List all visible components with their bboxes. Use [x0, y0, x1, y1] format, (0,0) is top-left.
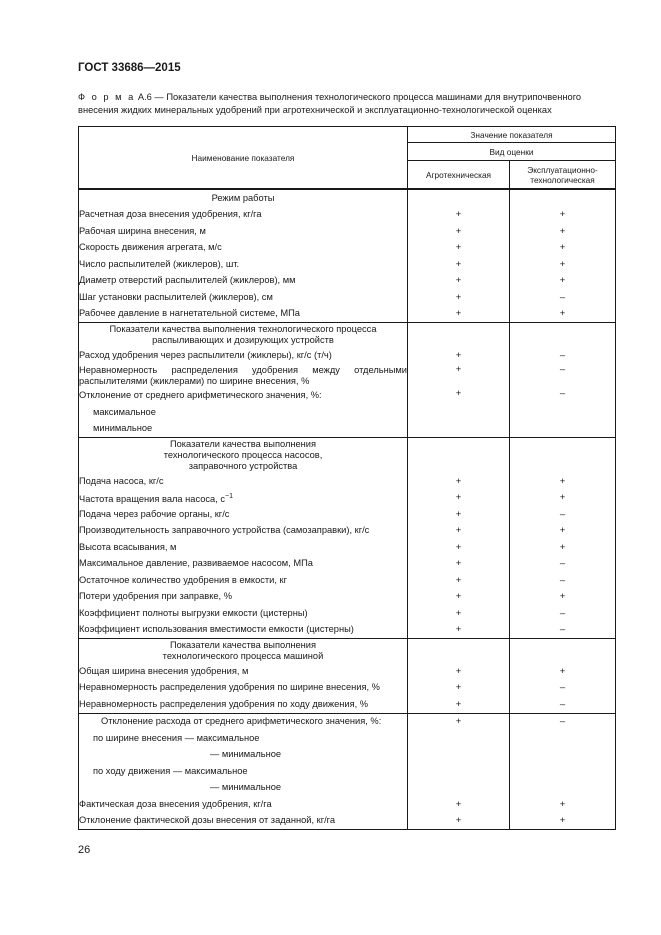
empty-cell [510, 189, 616, 207]
row-label [79, 490, 408, 507]
standard-code: ГОСТ 33686—2015 [78, 62, 181, 74]
agro-mark [408, 421, 510, 438]
agro-mark [408, 404, 510, 421]
empty-cell [408, 323, 510, 348]
row-label: Диаметр отверстий распылителей (жиклеров), мм [79, 273, 408, 290]
expl-mark: + [510, 663, 616, 680]
row-label: максимальное [79, 404, 408, 421]
superscript-exponent: −1 [225, 492, 234, 500]
expl-mark [510, 404, 616, 421]
agro-mark: + [408, 796, 510, 813]
expl-mark: – [510, 622, 616, 639]
agro-mark: + [408, 605, 510, 622]
row-label: Отклонение расхода от среднего арифметического значения, %: [79, 713, 408, 730]
expl-mark: + [510, 207, 616, 224]
row-label: Скорость движения агрегата, м/с [79, 240, 408, 257]
row-label: по ширине внесения — максимальное [79, 730, 408, 747]
expl-mark: – [510, 388, 616, 405]
expl-mark [510, 421, 616, 438]
expl-mark: + [510, 273, 616, 290]
page-number: 26 [78, 844, 91, 856]
expl-mark [510, 730, 616, 747]
agro-mark: + [408, 256, 510, 273]
expl-mark: + [510, 523, 616, 540]
agro-mark: + [408, 347, 510, 364]
header-indicator-name: Наименование показателя [79, 127, 408, 190]
expl-mark: + [510, 796, 616, 813]
agro-mark: + [408, 539, 510, 556]
indicators-table [78, 126, 616, 830]
agro-mark: + [408, 506, 510, 523]
row-label: Коэффициент использования вместимости емкости (цистерны) [79, 622, 408, 639]
section-title: Показатели качества выполнения технологического процесса насосов, заправочного устройства [79, 438, 408, 474]
expl-mark [510, 747, 616, 764]
caption-forma: Ф о р м а [78, 92, 136, 102]
agro-mark: + [408, 388, 510, 405]
expl-mark: – [510, 605, 616, 622]
expl-mark: + [510, 490, 616, 507]
expl-mark: + [510, 473, 616, 490]
agro-mark: + [408, 207, 510, 224]
section-title: Показатели качества выполнения технологического процесса машиной [79, 639, 408, 664]
agro-mark: + [408, 223, 510, 240]
agro-mark: + [408, 622, 510, 639]
row-label: Высота всасывания, м [79, 539, 408, 556]
expl-mark: + [510, 589, 616, 606]
row-label: Общая ширина внесения удобрения, м [79, 663, 408, 680]
agro-mark: + [408, 680, 510, 697]
expl-mark [510, 763, 616, 780]
row-label: Отклонение фактической дозы внесения от заданной, кг/га [79, 813, 408, 830]
empty-cell [510, 438, 616, 474]
agro-mark: + [408, 306, 510, 323]
expl-mark: + [510, 813, 616, 830]
expl-mark: – [510, 572, 616, 589]
row-label: Потери удобрения при заправке, % [79, 589, 408, 606]
expl-mark [510, 780, 616, 797]
table-caption [78, 91, 608, 116]
header-evaluation-kind: Вид оценки [408, 143, 616, 161]
row-label: Неравномерность распределения удобрения по ширине внесения, % [79, 680, 408, 697]
row-label: Максимальное давление, развиваемое насосом, МПа [79, 556, 408, 573]
agro-mark: + [408, 364, 510, 388]
agro-mark [408, 730, 510, 747]
header-value: Значение показателя [408, 127, 616, 143]
row-label: Расчетная доза внесения удобрения, кг/га [79, 207, 408, 224]
row-label: Отклонение от среднего арифметического значения, %: [79, 388, 408, 405]
row-label: по ходу движения — максимальное [79, 763, 408, 780]
agro-mark [408, 747, 510, 764]
expl-mark: – [510, 696, 616, 713]
agro-mark [408, 763, 510, 780]
expl-mark: – [510, 506, 616, 523]
expl-mark: + [510, 539, 616, 556]
agro-mark: + [408, 490, 510, 507]
expl-mark: + [510, 240, 616, 257]
agro-mark: + [408, 240, 510, 257]
row-label: Производительность заправочного устройства (самозаправки), кг/с [79, 523, 408, 540]
row-label: Расход удобрения через распылители (жиклеры), кг/с (т/ч) [79, 347, 408, 364]
agro-mark: + [408, 273, 510, 290]
agro-mark: + [408, 696, 510, 713]
agro-mark: + [408, 556, 510, 573]
empty-cell [510, 639, 616, 664]
agro-mark: + [408, 713, 510, 730]
empty-cell [408, 189, 510, 207]
row-label: Неравномерность распределения удобрения между отдельными распылителями (жиклерами) по ширине внесения, % [79, 364, 407, 386]
section-title: Режим работы [79, 189, 408, 207]
expl-mark: – [510, 680, 616, 697]
expl-mark: + [510, 256, 616, 273]
section-title: Показатели качества выполнения технологического процесса распыливающих и дозирующих устройств [79, 323, 408, 348]
expl-mark: – [510, 364, 616, 388]
agro-mark: + [408, 289, 510, 306]
row-label: минимальное [79, 421, 408, 438]
row-label: — минимальное [79, 780, 408, 797]
row-label: Рабочая ширина внесения, м [79, 223, 408, 240]
row-label: Коэффициент полноты выгрузки емкости (цистерны) [79, 605, 408, 622]
row-label: Шаг установки распылителей (жиклеров), см [79, 289, 408, 306]
row-label: — минимальное [79, 747, 408, 764]
expl-mark: – [510, 289, 616, 306]
header-operational: Эксплуатационно-технологическая [510, 161, 616, 190]
row-label: Подача через рабочие органы, кг/с [79, 506, 408, 523]
empty-cell [510, 323, 616, 348]
expl-mark: – [510, 713, 616, 730]
row-label: Неравномерность распределения удобрения по ходу движения, % [79, 696, 408, 713]
row-label: Подача насоса, кг/с [79, 473, 408, 490]
agro-mark: + [408, 589, 510, 606]
header-agrotechnical: Агротехническая [408, 161, 510, 190]
expl-mark: – [510, 347, 616, 364]
empty-cell [408, 639, 510, 664]
agro-mark: + [408, 473, 510, 490]
row-label: Фактическая доза внесения удобрения, кг/га [79, 796, 408, 813]
agro-mark: + [408, 523, 510, 540]
expl-mark: + [510, 306, 616, 323]
row-label: Число распылителей (жиклеров), шт. [79, 256, 408, 273]
agro-mark [408, 780, 510, 797]
row-label-text: Частота вращения вала насоса, с [79, 493, 226, 504]
row-label: Рабочее давление в нагнетательной системе, МПа [79, 306, 408, 323]
caption-text: А.6 — Показатели качества выполнения технологического процесса машинами для внутрипочвенного внесения жидких минеральных удобрений при агротехнической и эксплуатационно-технологической оценках [78, 92, 582, 115]
agro-mark: + [408, 572, 510, 589]
agro-mark: + [408, 813, 510, 830]
empty-cell [408, 438, 510, 474]
agro-mark: + [408, 663, 510, 680]
row-label: Остаточное количество удобрения в емкости, кг [79, 572, 408, 589]
expl-mark: + [510, 223, 616, 240]
expl-mark: – [510, 556, 616, 573]
